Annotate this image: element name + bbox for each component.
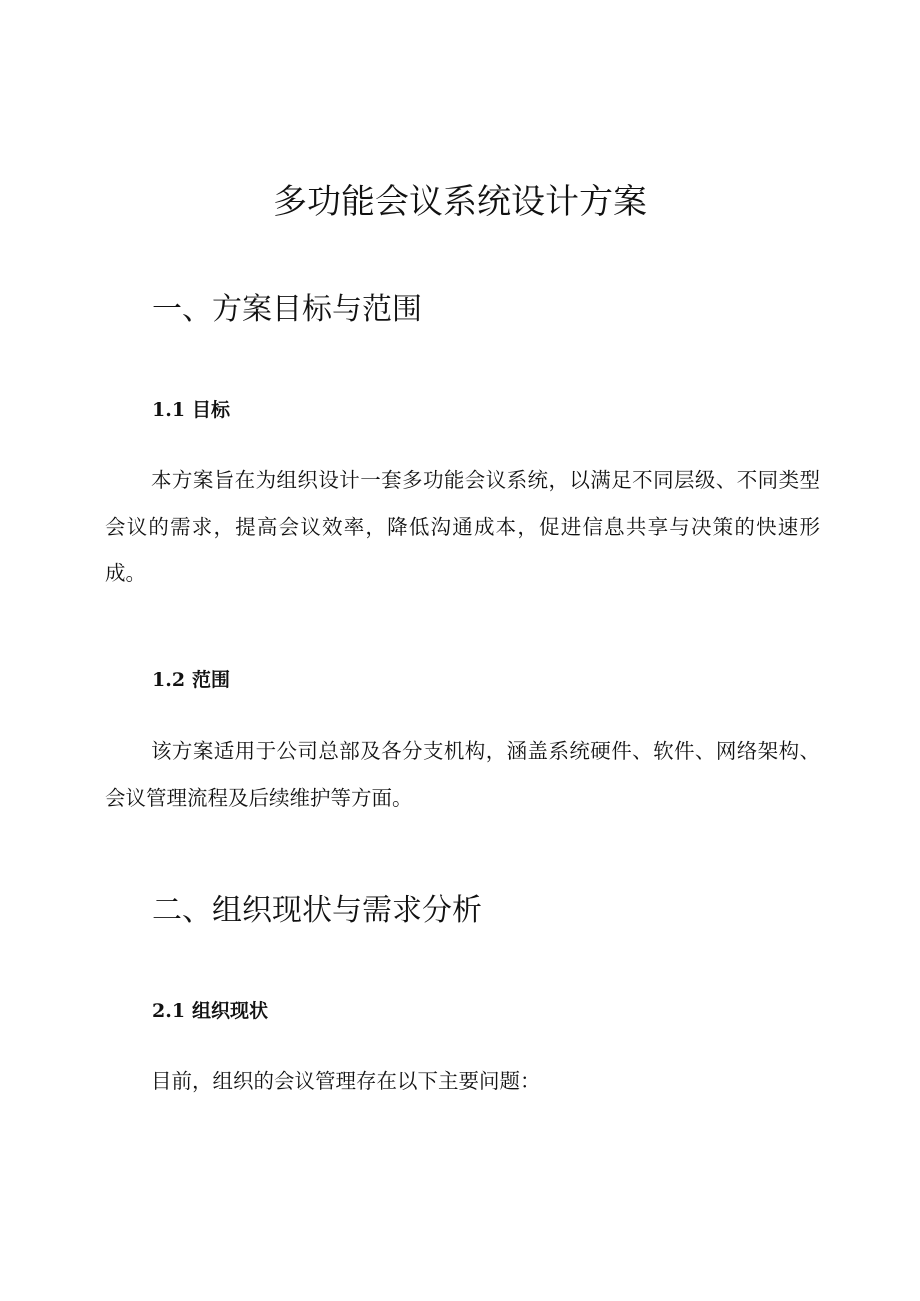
paragraph-scope: 该方案适用于公司总部及各分支机构，涵盖系统硬件、软件、网络架构、会议管理流程及后续维护等方面。 bbox=[105, 739, 820, 810]
subsection-number: 1.1 bbox=[152, 399, 186, 421]
subsection-number: 1.2 bbox=[152, 669, 186, 691]
subsection-title: 目标 bbox=[192, 399, 231, 421]
document-title: 多功能会议系统设计方案 bbox=[273, 182, 647, 222]
paragraph-status: 目前，组织的会议管理存在以下主要问题： bbox=[151, 1069, 541, 1093]
paragraph-goal: 本方案旨在为组织设计一套多功能会议系统，以满足不同层级、不同类型会议的需求，提高会议效率，降低沟通成本，促进信息共享与决策的快速形成。 bbox=[105, 468, 820, 585]
subsection-heading-1-2 bbox=[152, 666, 230, 694]
subsection-title: 范围 bbox=[192, 669, 231, 691]
subsection-heading-1-1 bbox=[152, 396, 230, 424]
subsection-number: 2.1 bbox=[152, 1000, 186, 1022]
subsection-heading-2-1 bbox=[152, 997, 268, 1025]
section-heading-2: 二、组织现状与需求分析 bbox=[152, 893, 482, 928]
subsection-title: 组织现状 bbox=[192, 1000, 269, 1022]
section-heading-1: 一、方案目标与范围 bbox=[152, 292, 422, 327]
